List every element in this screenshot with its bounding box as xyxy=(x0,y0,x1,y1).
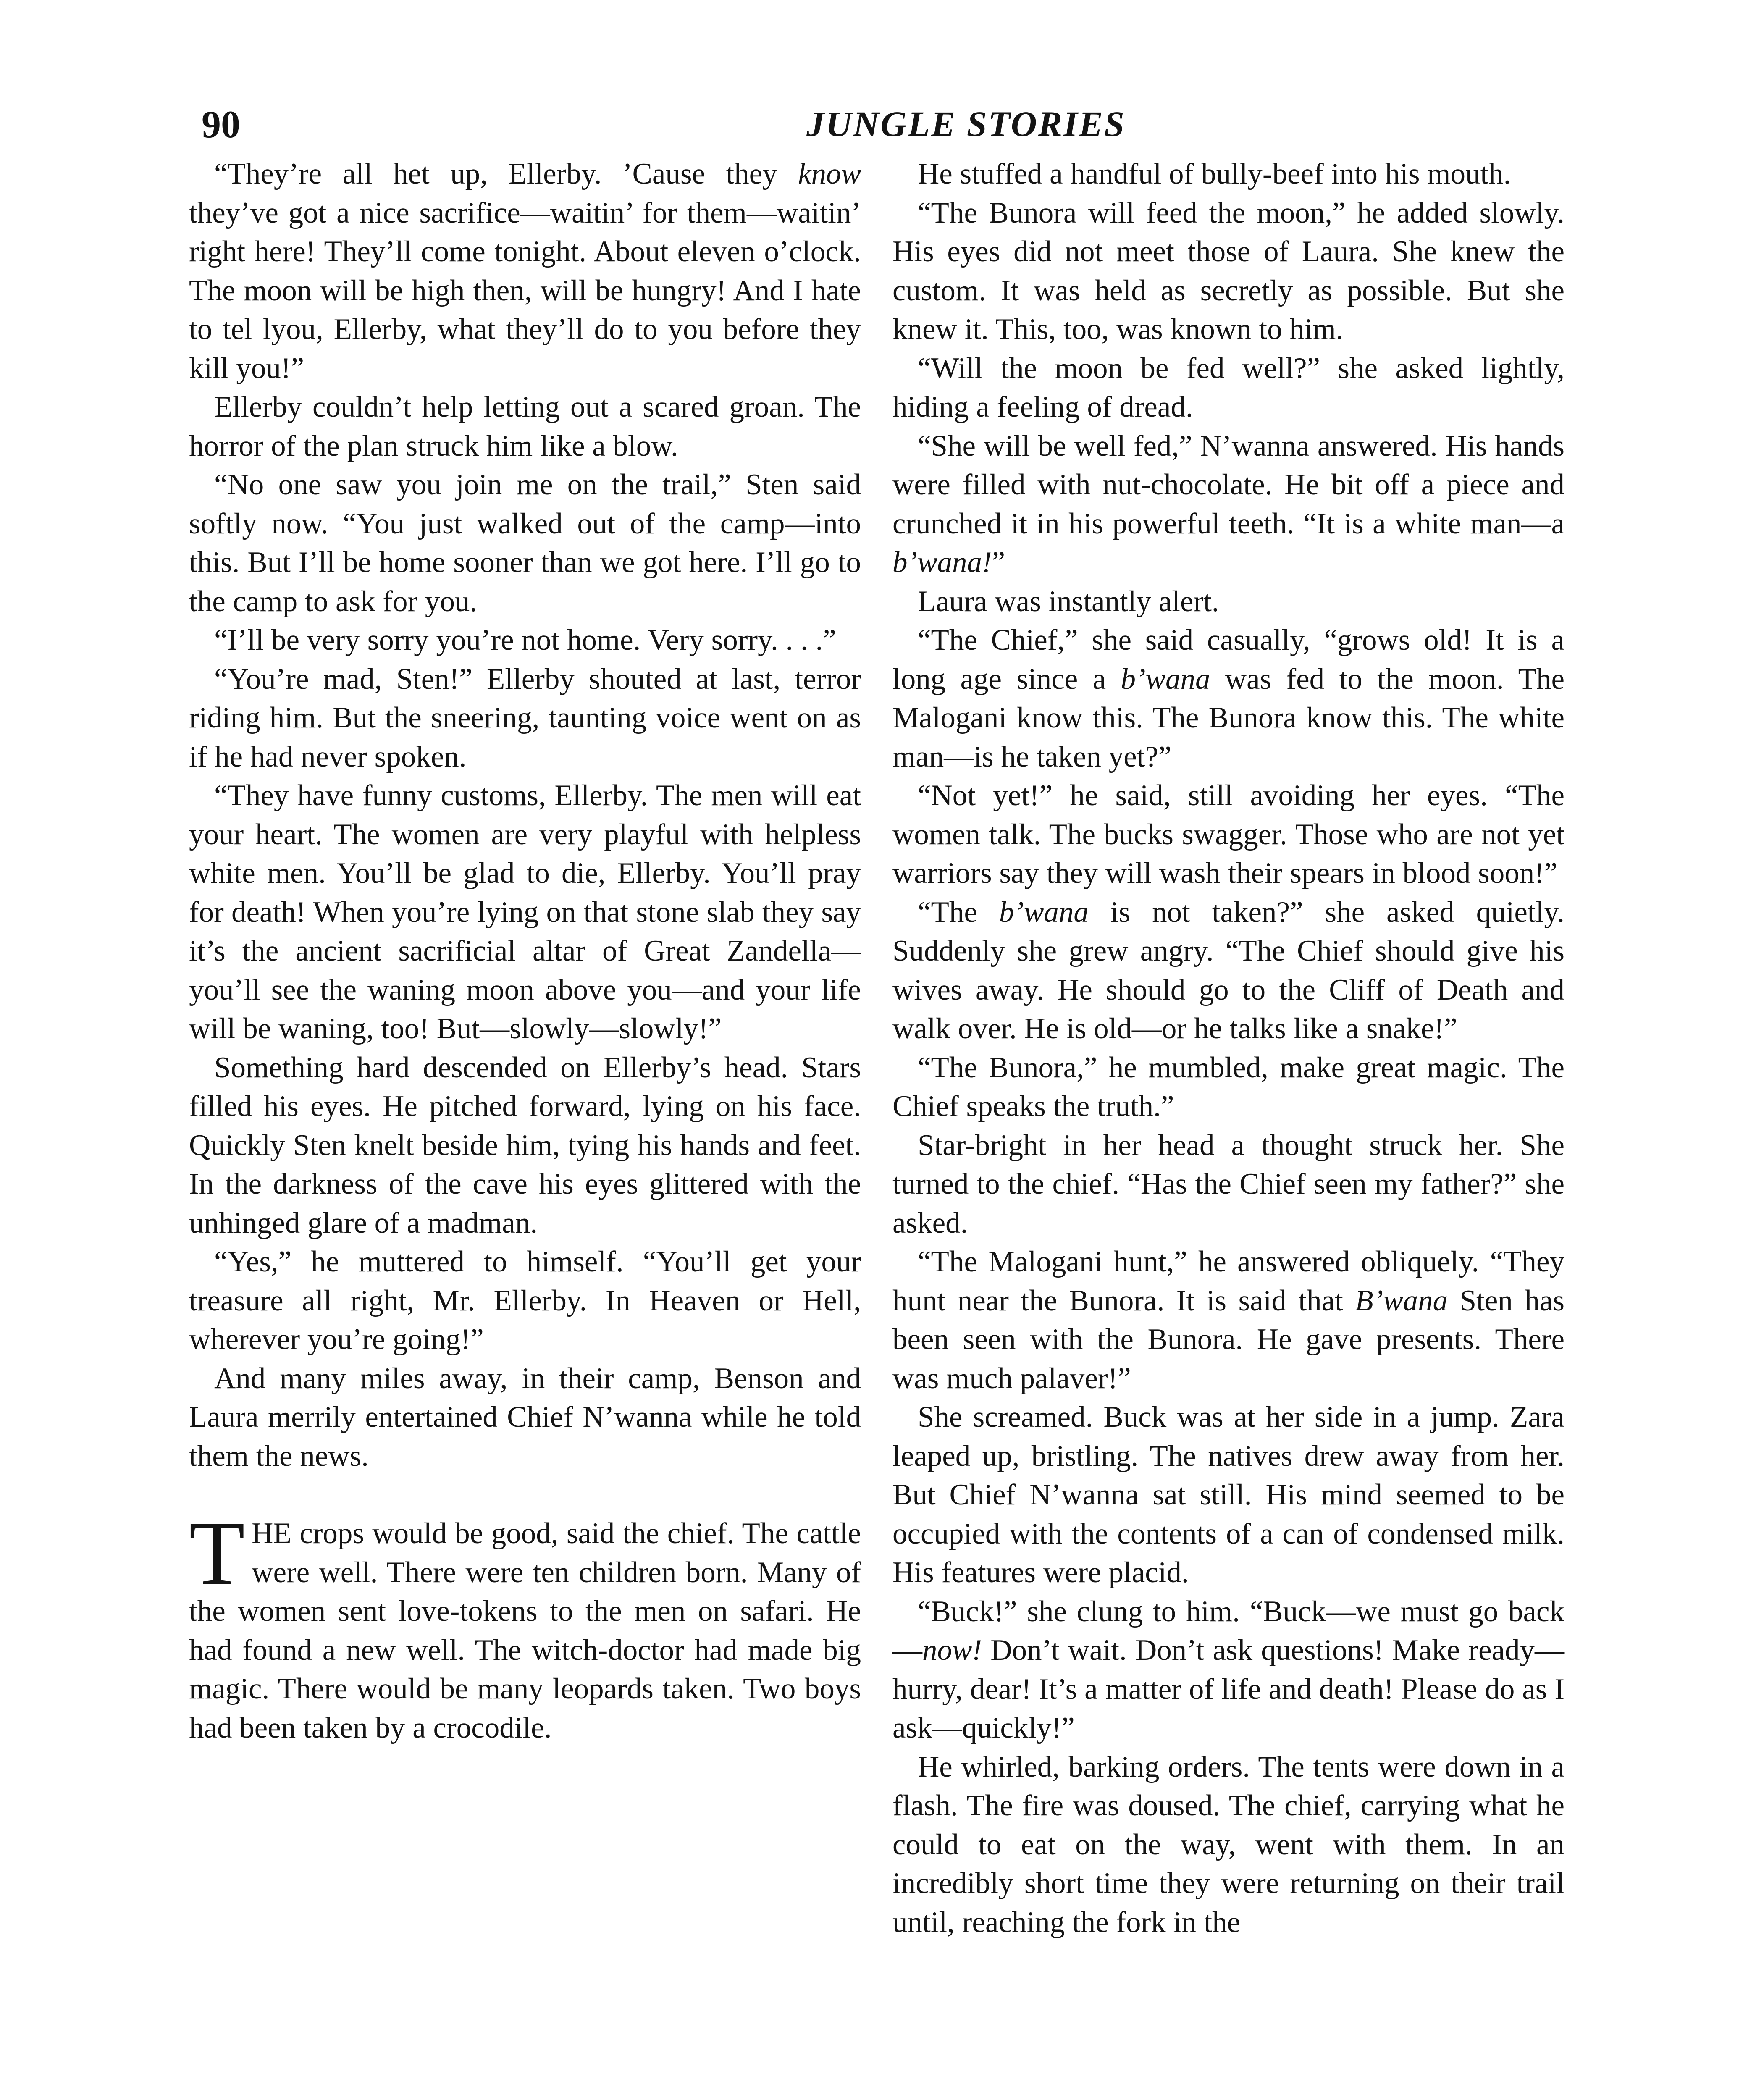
drop-cap: T xyxy=(189,1503,245,1604)
section-break xyxy=(189,1475,861,1514)
paragraph: “The Chief,” she said casually, “grows old! It is a long age since a b’wana was fed to the moon. The Malogani know this. The Bunora know this. The white man—is he taken yet?” xyxy=(892,624,1564,773)
running-head: JUNGLE STORIES xyxy=(806,104,1126,144)
paragraph: And many miles away, in their camp, Benson and Laura merrily entertained Chief N’wanna while he told them the news. xyxy=(189,1362,861,1473)
paragraph: Something hard descended on Ellerby’s head. Stars filled his eyes. He pitched forward, lying on his face. Quickly Sten knelt beside him, tying his hands and feet. In the darkness of the cave his eyes glittered with the unhinged glare of a madman. xyxy=(189,1051,861,1239)
paragraph: “You’re mad, Sten!” Ellerby shouted at last, terror riding him. But the sneering, taunting voice went on as if he had never spoken. xyxy=(189,662,861,773)
paragraph: “Yes,” he muttered to himself. “You’ll get your treasure all right, Mr. Ellerby. In Heaven or Hell, wherever you’re going!” xyxy=(189,1245,861,1356)
right-column xyxy=(892,155,1564,1942)
paragraph: He whirled, barking orders. The tents were down in a flash. The fire was doused. The chief, carrying what he could to eat on the way, went with them. In an incredibly short time they were returning on their trail until, reaching the fork in the xyxy=(892,1750,1564,1939)
paragraph: “I’ll be very sorry you’re not home. Very sorry. . . .” xyxy=(214,624,836,656)
paragraph: Ellerby couldn’t help letting out a scared groan. The horror of the plan struck him like a blow. xyxy=(189,391,861,462)
paragraph: “The Bunora will feed the moon,” he added slowly. His eyes did not meet those of Laura. She knew the custom. It was held as secretly as possible. But she knew it. This, too, was known to him. xyxy=(892,196,1564,346)
paragraph: “The Bunora,” he mumbled, make great magic. The Chief speaks the truth.” xyxy=(892,1051,1564,1123)
page-number: 90 xyxy=(202,103,240,146)
paragraph: “She will be well fed,” N’wanna answered. His hands were filled with nut-chocolate. He bit off a piece and crunched it in his powerful teeth. “It is a white man—a b’wana!” xyxy=(892,429,1564,579)
paragraph: “The b’wana is not taken?” she asked quietly. Suddenly she grew angry. “The Chief should give his wives away. He should go to the Cliff of Death and walk over. He is old—or he talks like a snake!” xyxy=(892,895,1564,1045)
paragraph: He stuffed a handful of bully-beef into his mouth. xyxy=(918,158,1511,190)
paragraph: “Buck!” she clung to him. “Buck—we must go back—now! Don’t wait. Don’t ask questions! Make ready—hurry, dear! It’s a matter of life and death! Please do as I ask—quickly!” xyxy=(892,1595,1564,1744)
left-column xyxy=(189,155,861,1747)
paragraph: “Will the moon be fed well?” she asked lightly, hiding a feeling of dread. xyxy=(892,352,1564,423)
paragraph: “No one saw you join me on the trail,” Sten said softly now. “You just walked out of the camp—into this. But I’ll be home sooner than we got here. I’ll go to the camp to ask for you. xyxy=(189,468,861,618)
paragraph: Star-bright in her head a thought struck her. She turned to the chief. “Has the Chief seen my father?” she asked. xyxy=(892,1129,1564,1239)
paragraph: She screamed. Buck was at her side in a jump. Zara leaped up, bristling. The natives drew away from her. But Chief N’wanna sat still. His mind seemed to be occupied with the contents of a can of condensed milk. His features were placid. xyxy=(892,1401,1564,1589)
paragraph: “Not yet!” he said, still avoiding her eyes. “The women talk. The bucks swagger. Those who are not yet warriors say they will wash their spears in blood soon!” xyxy=(892,779,1564,890)
paragraph-with-drop-cap: THE crops would be good, said the chief. The cattle were well. There were ten children born. Many of the women sent love-tokens to the men on safari. He had found a new well. The witch-doctor had made big magic. There would be many leopards taken. Two boys had been taken by a crocodile. xyxy=(189,1503,861,1744)
paragraph: “The Malogani hunt,” he answered obliquely. “They hunt near the Bunora. It is said that B’wana Sten has been seen with the Bunora. He gave presents. There was much palaver!” xyxy=(892,1245,1564,1395)
paragraph: “They’re all het up, Ellerby. ’Cause they know they’ve got a nice sacrifice—waitin’ for them—waitin’ right here! They’ll come tonight. About eleven o’clock. The moon will be high then, will be hungry! And I hate to tel lyou, Ellerby, what they’ll do to you before they kill you!” xyxy=(189,158,861,385)
paragraph: “They have funny customs, Ellerby. The men will eat your heart. The women are very playful with helpless white men. You’ll be glad to die, Ellerby. You’ll pray for death! When you’re lying on that stone slab they say it’s the ancient sacrificial altar of Great Zandella—you’ll see the waning moon above you—and your life will be waning, too! But—slowly—slowly!” xyxy=(189,779,861,1045)
paragraph: Laura was instantly alert. xyxy=(918,585,1219,618)
